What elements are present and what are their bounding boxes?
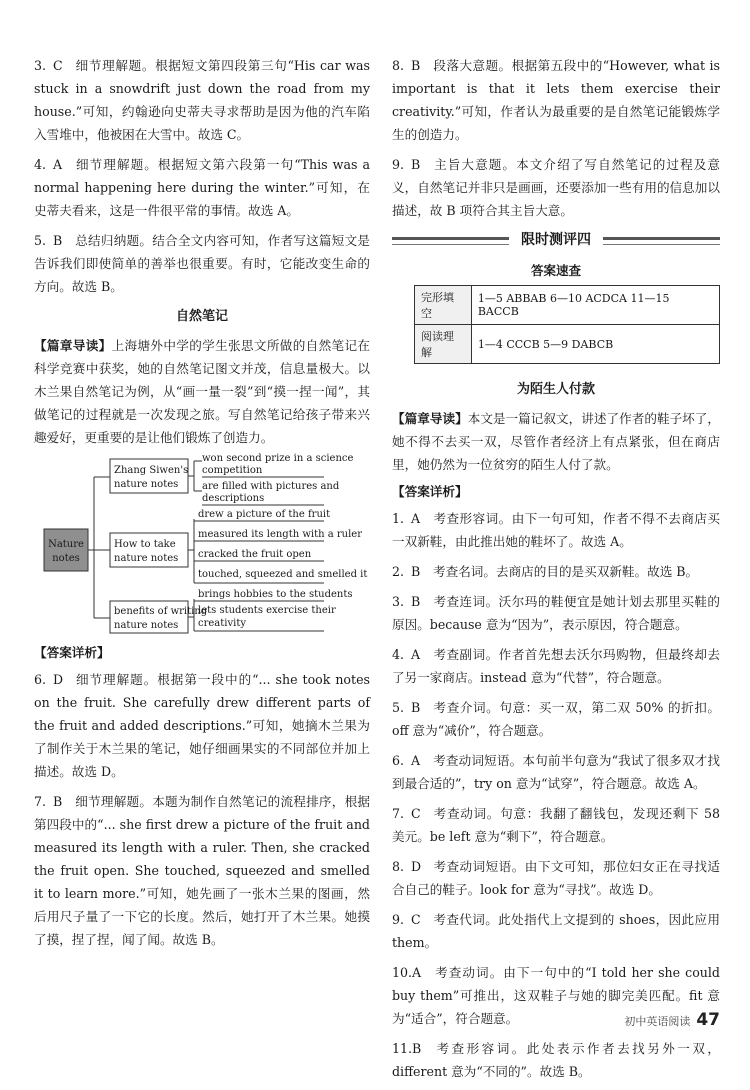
item-explanation: 考查连词。沃尔玛的鞋便宜是她计划去那里买鞋的原因。because 意为“因为”，表示原因，符合题意。 (392, 594, 720, 632)
key-label: 阅读理解 (415, 325, 472, 364)
item-answer: B (411, 157, 421, 172)
item-explanation: 考查代词。此处指代上文提到的 shoes，因此应用 them。 (392, 912, 720, 950)
mindmap-branch-1-line1: Zhang Siwen's (114, 465, 189, 476)
mindmap-branch-3-line1: benefits of writing (114, 606, 208, 617)
intro-tag: 【篇章导读】 (34, 338, 112, 353)
mindmap-leaf-1b-line1: are filled with pictures and (202, 481, 340, 492)
answer-item (392, 802, 720, 848)
mindmap-branch-2-line2: nature notes (114, 553, 179, 564)
item-number: 1. (392, 511, 405, 526)
item-number: 7. (392, 806, 405, 821)
item-explanation: 考查动词短语。由下文可知，那位妇女正在寻找适合自己的鞋子。look for 意为“寻找”。故选 D。 (392, 859, 720, 897)
mindmap-leaf-1a-line1: won second prize in a science (202, 453, 354, 464)
mind-map-diagram (34, 453, 368, 633)
item-number: 3. (34, 58, 47, 73)
key-label: 完形填空 (415, 286, 472, 325)
intro-text: 本文是一篇记叙文，讲述了作者的鞋子坏了，她不得不去买一双，尽管作者经济上有点紧张，但在商店里，她仍然为一位贫穷的陌生人付了款。 (392, 411, 721, 472)
answer-item (392, 590, 720, 636)
item-number: 5. (34, 233, 47, 248)
item-explanation: 总结归纳题。结合全文内容可知，作者写这篇短文是告诉我们即使简单的善举也很重要。有时，它能改变生命的方向。故选 B。 (34, 233, 370, 294)
answer-item (34, 54, 370, 146)
item-number: 8. (392, 58, 405, 73)
item-explanation: 细节理解题。根据第一段中的“... she took notes on the fruit. She carefully drew different parts of the fruit and added descriptions.”可知，她摘木兰果为了制作关于木兰果的笔记，她仔细画果实的不同部位并加上描述。故选 D。 (34, 672, 370, 779)
answer-item (392, 908, 720, 954)
section-title-nature-notes: 自然笔记 (175, 309, 228, 324)
left-column (34, 54, 370, 958)
mindmap-leaf-1a-line2: competition (202, 465, 263, 476)
item-answer: D (53, 672, 64, 687)
detail-tag-left (34, 641, 370, 664)
mindmap-leaf-3b-line2: creativity (198, 618, 246, 629)
item-number: 4. (34, 157, 47, 172)
answer-item (392, 749, 720, 795)
item-answer: B (412, 1041, 422, 1056)
mindmap-leaf-2d: touched, squeezed and smelled it (198, 569, 368, 580)
item-answer: B (411, 564, 421, 579)
detail-tag-text: 【答案详析】 (34, 645, 110, 660)
answer-item (392, 560, 720, 583)
item-answer: A (412, 965, 422, 980)
item-answer: B (53, 794, 63, 809)
mindmap-branch-1-line2: nature notes (114, 479, 179, 490)
mindmap-center-line1: Nature (48, 539, 84, 550)
answer-item (34, 790, 370, 951)
answer-item (392, 696, 720, 742)
table-row (415, 325, 720, 364)
item-answer: C (411, 806, 421, 821)
answer-item (34, 229, 370, 298)
answer-item (392, 643, 720, 689)
item-answer: D (411, 859, 422, 874)
item-answer: B (411, 58, 421, 73)
right-column (392, 54, 720, 1090)
item-explanation: 细节理解题。根据短文第四段第三句“His car was stuck in a snowdrift just down the road from my house.”可知，约翰逊向史蒂夫寻求帮助是因为他的汽车陷入雪堆中，他被困在大雪中。故选 C。 (34, 58, 370, 142)
answer-key-table (414, 285, 720, 364)
item-explanation: 考查动词短语。本句前半句意为“我试了很多双才找到最合适的”，try on 意为“试穿”，符合题意。故选 A。 (392, 753, 720, 791)
item-number: 8. (392, 859, 405, 874)
item-answer: A (411, 511, 421, 526)
item-explanation: 细节理解题。本题为制作自然笔记的流程排序，根据第四段中的“... she first drew a picture of the fruit and measured its length with a ruler. Then, she cracked the fruit open. She touched, squeezed and smelled it to learn more.”可知，她先画了一张木兰果的图画，然后用尺子量了一下它的长度。然后，她打开了木兰果。她摸了摸，捏了捏，闻了闻。故选 B。 (34, 794, 370, 947)
item-explanation: 考查动词。由下一句中的“I told her she could buy them”可推出，这双鞋子与她的脚完美匹配。fit 意为“适合”，符合题意。 (392, 965, 720, 1026)
item-explanation: 考查副词。作者首先想去沃尔玛购物，但最终却去了另一家商店。instead 意为“代替”，符合题意。 (392, 647, 720, 685)
banner-title: 限时测评四 (509, 232, 603, 248)
answer-item (392, 153, 720, 222)
intro-paragraph-left (34, 334, 370, 449)
item-number: 9. (392, 912, 405, 927)
item-number: 6. (34, 672, 47, 687)
quick-answer-title: 答案速查 (530, 263, 581, 278)
mindmap-center-line2: notes (52, 553, 80, 564)
item-number: 4. (392, 647, 405, 662)
intro-paragraph-right (392, 407, 720, 476)
answer-item (34, 153, 370, 222)
right-answer-list-top (392, 54, 720, 222)
test-banner (392, 229, 720, 253)
intro-text: 上海塘外中学的学生张思文所做的自然笔记在科学竞赛中获奖，她的自然笔记图文并茂，信息量极大。以木兰果自然笔记为例，从“画一量一裂”到“摸一捏一闻”，其做笔记的过程就是一次发现之旅。写自然笔记给孩子带来兴趣爱好，更重要的是让他们锻炼了创造力。 (34, 338, 371, 445)
mindmap-leaf-2c: cracked the fruit open (198, 549, 312, 560)
mindmap-branch-2-line1: How to take (114, 539, 176, 550)
item-answer: B (53, 233, 63, 248)
answer-item (392, 1037, 720, 1083)
footer-label: 初中英语阅读 (624, 1015, 691, 1028)
section-title-pay-for-stranger: 为陌生人付款 (516, 382, 595, 397)
item-number: 6. (392, 753, 405, 768)
detail-tag-text: 【答案详析】 (392, 484, 468, 499)
item-answer: B (411, 594, 421, 609)
item-explanation: 考查形容词。此处表示作者去找另外一双，different 意为“不同的”。故选 B。 (392, 1041, 720, 1079)
mindmap-branch-3-line2: nature notes (114, 620, 179, 631)
item-answer: C (53, 58, 63, 73)
item-explanation: 考查形容词。由下一句可知，作者不得不去商店买一双新鞋，由此推出她的鞋坏了。故选 A。 (392, 511, 720, 549)
mindmap-leaf-3a: brings hobbies to the students (198, 589, 353, 600)
right-answer-list-bottom (392, 507, 720, 1083)
item-explanation: 考查介词。句意：买一双，第二双 50% 的折扣。off 意为“减价”，符合题意。 (392, 700, 720, 738)
answer-item (392, 855, 720, 901)
table-row (415, 286, 720, 325)
key-value: 1—5 ABBAB 6—10 ACDCA 11—15 BACCB (471, 286, 719, 325)
item-explanation: 主旨大意题。本文介绍了写自然笔记的过程及意义，自然笔记并非只是画画，还要添加一些有用的信息加以描述，故 B 项符合其主旨大意。 (392, 157, 720, 218)
item-number: 7. (34, 794, 47, 809)
item-explanation: 段落大意题。根据第五段中的“However, what is important is that it lets them exercise their creativity.”可知，作者认为最重要的是自然笔记能锻炼学生的创造力。 (392, 58, 720, 142)
item-number: 11. (392, 1041, 413, 1056)
item-number: 2. (392, 564, 405, 579)
item-number: 5. (392, 700, 405, 715)
answer-item (34, 668, 370, 783)
mindmap-leaf-2a: drew a picture of the fruit (198, 509, 331, 520)
answer-item (392, 507, 720, 553)
item-answer: C (411, 912, 421, 927)
mindmap-leaf-1b-line2: descriptions (202, 493, 265, 504)
item-answer: A (53, 157, 63, 172)
intro-tag: 【篇章导读】 (392, 411, 468, 426)
page-number: 47 (696, 1010, 720, 1030)
item-answer: B (411, 700, 421, 715)
item-number: 10. (392, 965, 413, 980)
left-answer-list-bottom (34, 668, 370, 951)
detail-tag-right (392, 480, 720, 503)
item-answer: A (411, 647, 421, 662)
item-answer: A (411, 753, 421, 768)
item-explanation: 细节理解题。根据短文第六段第一句“This was a normal happening here during the winter.”可知，在史蒂夫看来，这是一件很平常的事情。故选 A。 (34, 157, 370, 218)
mindmap-leaf-3b-line1: lets students exercise their (198, 605, 336, 616)
item-explanation: 考查名词。去商店的目的是买双新鞋。故选 B。 (433, 564, 699, 579)
item-number: 3. (392, 594, 405, 609)
left-answer-list-top (34, 54, 370, 298)
page-footer (624, 1010, 720, 1030)
mindmap-center-node (44, 529, 88, 571)
mindmap-leaf-2b: measured its length with a ruler (198, 529, 362, 540)
answer-item (392, 54, 720, 146)
item-explanation: 考查动词。句意：我翻了翻钱包，发现还剩下 58 美元。be left 意为“剩下”，符合题意。 (392, 806, 720, 844)
key-value: 1—4 CCCB 5—9 DABCB (471, 325, 719, 364)
item-number: 9. (392, 157, 405, 172)
